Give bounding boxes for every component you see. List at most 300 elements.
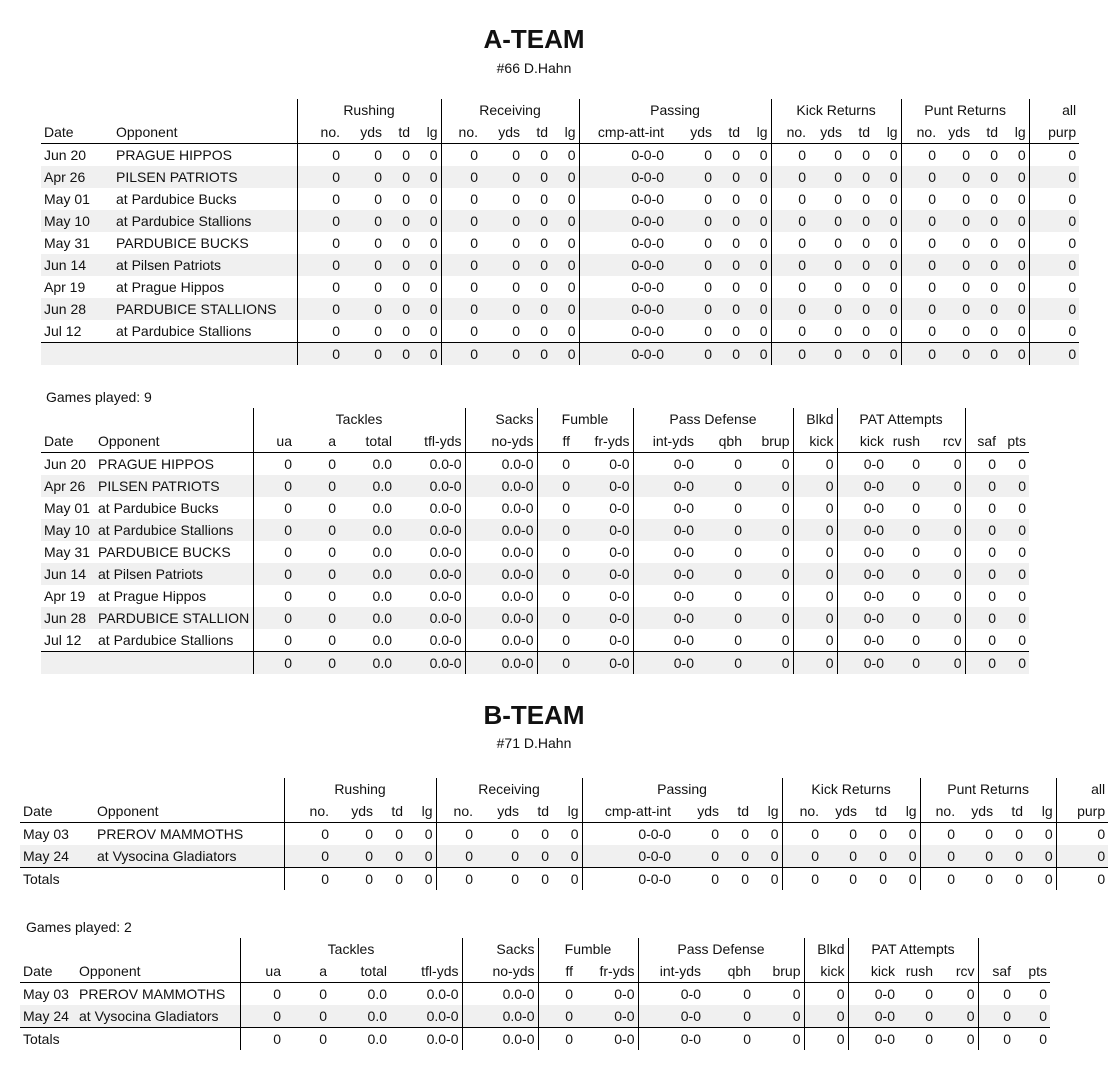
- stat-cell: 0.0-0: [426, 986, 459, 1002]
- column-header: a: [284, 960, 330, 983]
- stat-cell: 0: [253, 607, 295, 629]
- stat-cell: 0: [715, 210, 743, 232]
- stat-cell: 0: [552, 845, 582, 868]
- stat-cell: 0: [441, 144, 481, 167]
- stat-cell: 0: [862, 235, 871, 251]
- stat-cell: 0: [901, 232, 939, 254]
- group-label: Sacks: [465, 408, 537, 430]
- stat-cell: 0: [793, 475, 837, 497]
- stat-cell: 0: [965, 585, 999, 607]
- total-cell: 0: [284, 1028, 330, 1051]
- group-label: Tackles: [253, 408, 465, 430]
- stat-cell: 0: [295, 475, 339, 497]
- column-header: no-yds: [465, 430, 537, 453]
- stat-cell: 0: [771, 232, 809, 254]
- stat-cell: 0-0: [609, 456, 630, 472]
- opponent-cell: PRAGUE HIPPOS: [116, 147, 232, 163]
- stat-cell: 0.0: [372, 500, 392, 516]
- stat-cell: 0: [284, 845, 332, 868]
- group-label: Rushing: [297, 99, 441, 121]
- opponent-cell: PILSEN PATRIOTS: [95, 475, 253, 497]
- total-cell: 0: [752, 868, 782, 891]
- stat-cell: 0-0-0: [579, 210, 667, 232]
- column-header: lg: [551, 121, 579, 144]
- table-row: [41, 276, 1079, 298]
- stat-cell: 0: [328, 544, 336, 560]
- stat-cell: 0: [704, 191, 713, 207]
- column-header: brup: [754, 960, 804, 983]
- group-label: Passing: [579, 99, 771, 121]
- total-cell: 0-0: [638, 1028, 704, 1051]
- table-row: [41, 519, 1029, 541]
- stat-cell: 0-0-0: [579, 232, 667, 254]
- stat-cell: 0: [429, 279, 438, 295]
- stat-cell: 0: [889, 235, 898, 251]
- table-row: [41, 607, 1029, 629]
- stat-cell: 0: [990, 191, 999, 207]
- stat-cell: 0: [741, 826, 750, 842]
- stat-cell: 0-0: [837, 519, 887, 541]
- column-header: ua: [253, 430, 295, 453]
- column-header: td: [860, 800, 890, 823]
- stat-cell: 0.0-0: [390, 1005, 462, 1028]
- stat-cell: 0: [781, 588, 790, 604]
- a-team-games-played: Games played: 9: [46, 389, 152, 405]
- stat-cell: 0: [912, 588, 920, 604]
- stat-cell: 0-0: [638, 983, 704, 1006]
- total-cell: 0: [284, 868, 332, 891]
- date-cell: Jun 28: [41, 298, 113, 320]
- column-header: tfl-yds: [395, 430, 465, 453]
- stat-cell: 0: [512, 191, 520, 207]
- stat-cell: 0: [402, 235, 410, 251]
- column-header: kick: [837, 430, 887, 453]
- group-label: Pass Defense: [638, 938, 804, 960]
- stat-cell: 0: [887, 519, 923, 541]
- column-header: td: [522, 800, 552, 823]
- stat-cell: 0: [734, 632, 742, 648]
- opponent-cell: PRAGUE HIPPOS: [98, 456, 214, 472]
- stat-cell: 0-0: [614, 986, 635, 1002]
- stat-cell: 0: [240, 983, 284, 1006]
- stat-cell: 0: [962, 191, 971, 207]
- stat-cell: 0: [441, 210, 481, 232]
- total-cell: 0: [376, 868, 406, 891]
- total-cell: 0: [240, 1028, 284, 1051]
- stat-cell: 0: [912, 500, 920, 516]
- totals-row: [20, 1028, 1050, 1051]
- total-cell: 0: [890, 868, 920, 891]
- stat-cell: 0: [920, 823, 958, 846]
- stat-cell: 0: [674, 845, 722, 868]
- stat-cell: 0: [1056, 845, 1108, 868]
- stat-cell: 0: [567, 191, 576, 207]
- stat-cell: 0: [667, 166, 715, 188]
- column-header: kick: [804, 960, 848, 983]
- column-header: int-yds: [633, 430, 697, 453]
- column-header: cmp-att-int: [582, 800, 674, 823]
- stat-cell: 0: [887, 475, 923, 497]
- stat-cell: 0: [953, 456, 962, 472]
- stat-cell: 0.0: [372, 632, 392, 648]
- stat-cell: 0: [1029, 210, 1079, 232]
- stat-cell: 0: [771, 298, 809, 320]
- stat-cell: 0: [697, 519, 745, 541]
- stat-cell: 0: [567, 279, 576, 295]
- stat-cell: 0: [284, 823, 332, 846]
- stat-cell: 0: [965, 453, 999, 476]
- column-header: no.: [297, 121, 343, 144]
- total-cell: 0: [822, 868, 860, 891]
- stat-cell: 0-0: [633, 629, 697, 652]
- stat-cell: 0-0-0: [579, 298, 667, 320]
- group-spacer: [965, 408, 999, 430]
- stat-cell: 0: [429, 147, 438, 163]
- stat-cell: 0: [540, 147, 548, 163]
- stat-cell: 0.0: [372, 456, 392, 472]
- column-header: purp: [1056, 800, 1108, 823]
- stat-cell: 0: [297, 276, 343, 298]
- table-row: [41, 629, 1029, 652]
- stat-cell: 0: [567, 147, 576, 163]
- total-cell: 0: [1029, 343, 1079, 366]
- stat-cell: 0: [537, 607, 573, 629]
- stat-cell: 0: [759, 191, 768, 207]
- total-cell: 0: [754, 1028, 804, 1051]
- group-label: Pass Defense: [633, 408, 793, 430]
- stat-cell: 0: [965, 475, 999, 497]
- stat-cell: 0-0: [633, 607, 697, 629]
- b-team-games-played: Games played: 2: [26, 919, 132, 935]
- group-label: Fumble: [538, 938, 638, 960]
- stat-cell: 0-0: [609, 544, 630, 560]
- stat-cell: 0: [1018, 500, 1027, 516]
- stat-cell: 0: [978, 983, 1014, 1006]
- stat-cell: 0-0: [848, 1005, 898, 1028]
- stat-cell: 0: [540, 323, 548, 339]
- stat-cell: 0: [537, 453, 573, 476]
- stat-cell: 0: [990, 323, 999, 339]
- stat-cell: 0: [965, 519, 999, 541]
- group-label: Tackles: [240, 938, 462, 960]
- stat-cell: 0: [343, 210, 385, 232]
- stat-cell: 0: [732, 279, 741, 295]
- stat-cell: 0: [845, 254, 873, 276]
- stat-cell: 0: [923, 607, 965, 629]
- column-header: td: [973, 121, 1001, 144]
- column-header: yds: [809, 121, 845, 144]
- stat-cell: 0.0: [339, 519, 395, 541]
- stat-cell: 0.0-0: [462, 1005, 538, 1028]
- stat-cell: 0.0-0: [465, 475, 537, 497]
- stat-cell: 0-0: [837, 585, 887, 607]
- stat-cell: 0: [1001, 254, 1029, 276]
- opponent-cell: at Pardubice Stallions: [98, 632, 234, 648]
- stat-cell: 0.0-0: [429, 588, 462, 604]
- column-header: td: [523, 121, 551, 144]
- b-team-offense-table: [20, 778, 1108, 890]
- total-cell: [76, 1028, 240, 1051]
- group-label: Receiving: [441, 99, 579, 121]
- stat-cell: 0-0: [633, 497, 697, 519]
- group-label: Kick Returns: [782, 778, 920, 800]
- group-label: Fumble: [537, 408, 633, 430]
- stat-cell: 0: [402, 191, 410, 207]
- total-cell: 0: [538, 1028, 576, 1051]
- total-cell: 0: [901, 343, 939, 366]
- stat-cell: 0-0-0: [582, 845, 674, 868]
- total-cell: 0: [939, 343, 973, 366]
- stat-cell: 0: [1001, 298, 1029, 320]
- group-header-row: [20, 778, 1108, 800]
- b-team-player: #71 D.Hahn: [496, 735, 572, 751]
- stat-cell: 0: [793, 541, 837, 563]
- stat-cell: 0: [781, 456, 790, 472]
- stat-cell: 0.0-0: [429, 544, 462, 560]
- stat-cell: 0: [845, 298, 873, 320]
- total-cell: 0: [793, 652, 837, 675]
- stat-cell: 0: [770, 826, 779, 842]
- stat-cell: 0: [413, 166, 441, 188]
- stat-cell: 0: [901, 210, 939, 232]
- stat-cell: 0: [862, 147, 871, 163]
- column-header-row: [20, 960, 1050, 983]
- stat-cell: 0: [253, 585, 295, 607]
- stat-cell: 0: [901, 188, 939, 210]
- stat-cell: 0: [754, 1005, 804, 1028]
- total-cell: 0: [745, 652, 793, 675]
- column-header: no.: [771, 121, 809, 144]
- stat-cell: 0: [253, 563, 295, 585]
- stat-cell: 0: [793, 519, 837, 541]
- stat-cell: 0: [253, 497, 295, 519]
- total-cell: 0: [1001, 343, 1029, 366]
- stat-cell: 0: [365, 826, 373, 842]
- table-row: [41, 497, 1029, 519]
- stat-cell: 0: [953, 588, 962, 604]
- stat-cell: 0: [771, 188, 809, 210]
- column-header: rush: [898, 960, 936, 983]
- date-cell: Apr 19: [44, 588, 86, 604]
- stat-cell: 0: [295, 519, 339, 541]
- stat-cell: 0: [999, 475, 1029, 497]
- stat-cell: 0: [667, 298, 715, 320]
- stat-cell: 0: [1029, 254, 1079, 276]
- stat-cell: 0: [476, 845, 522, 868]
- table-row: [41, 585, 1029, 607]
- stat-cell: 0: [284, 1005, 330, 1028]
- stat-cell: 0: [793, 497, 837, 519]
- stat-cell: 0: [441, 276, 481, 298]
- column-header: lg: [752, 800, 782, 823]
- stat-cell: 0: [481, 298, 523, 320]
- total-cell: 0.0-0: [465, 652, 537, 675]
- group-spacer: [20, 938, 76, 960]
- stat-cell: 0: [743, 298, 771, 320]
- total-cell: 0: [936, 1028, 978, 1051]
- stat-cell: 0-0: [633, 475, 697, 497]
- stat-cell: 0: [1029, 166, 1079, 188]
- opponent-cell: at Prague Hippos: [116, 279, 225, 295]
- stat-cell: 0: [745, 607, 793, 629]
- stat-cell: 0: [413, 210, 441, 232]
- stat-cell: 0: [429, 191, 438, 207]
- stat-cell: 0: [413, 298, 441, 320]
- stat-cell: 0: [715, 166, 743, 188]
- column-header: yds: [958, 800, 996, 823]
- total-cell: 0: [297, 343, 343, 366]
- stat-cell: 0: [985, 826, 994, 842]
- stat-cell: 0: [1014, 1005, 1050, 1028]
- stat-cell: 0.0: [339, 563, 395, 585]
- stat-cell: 0: [771, 320, 809, 343]
- total-cell: 0-0: [848, 1028, 898, 1051]
- stat-cell: 0: [570, 826, 579, 842]
- column-header: yds: [481, 121, 523, 144]
- group-spacer: [41, 408, 95, 430]
- stat-cell: 0.0-0: [465, 563, 537, 585]
- stat-cell: 0-0: [848, 983, 898, 1006]
- column-header: td: [376, 800, 406, 823]
- stat-cell: 0: [253, 453, 295, 476]
- column-header: lg: [743, 121, 771, 144]
- column-header: yds: [476, 800, 522, 823]
- date-cell: Apr 19: [44, 279, 86, 295]
- group-label: Receiving: [436, 778, 582, 800]
- table-row: [41, 298, 1079, 320]
- stat-cell: 0-0-0: [579, 254, 667, 276]
- column-header: lg: [890, 800, 920, 823]
- stat-cell: 0: [973, 166, 1001, 188]
- stat-cell: 0: [523, 254, 551, 276]
- stat-cell: 0: [962, 235, 971, 251]
- stat-cell: 0: [793, 453, 837, 476]
- stat-cell: 0: [965, 607, 999, 629]
- total-cell: 0: [295, 652, 339, 675]
- stat-cell: 0: [711, 826, 720, 842]
- stat-cell: 0: [834, 191, 843, 207]
- opponent-cell: at Pardubice Stallions: [116, 323, 252, 339]
- stat-cell: 0: [887, 607, 923, 629]
- stat-cell: 0: [328, 588, 336, 604]
- total-cell: 0-0: [633, 652, 697, 675]
- stat-cell: 0: [424, 826, 433, 842]
- stat-cell: 0: [752, 845, 782, 868]
- stat-cell: 0: [319, 986, 327, 1002]
- stat-cell: 0: [743, 986, 751, 1002]
- stat-cell: 0: [297, 232, 343, 254]
- stat-cell: 0-0: [638, 1005, 704, 1028]
- stat-cell: 0: [990, 235, 999, 251]
- date-cell: Jul 12: [44, 323, 82, 339]
- stat-cell: 0-0: [609, 588, 630, 604]
- a-team-defense-table: [41, 408, 1029, 674]
- stat-cell: 0: [1018, 456, 1027, 472]
- column-header: rcv: [923, 430, 965, 453]
- group-label: Punt Returns: [901, 99, 1029, 121]
- date-cell: May 24: [20, 1005, 76, 1028]
- stat-cell: 0: [567, 235, 576, 251]
- column-header: no.: [920, 800, 958, 823]
- stat-cell: 0: [406, 845, 436, 868]
- stat-cell: 0: [538, 983, 576, 1006]
- date-cell: May 01: [44, 191, 90, 207]
- column-header: brup: [745, 430, 793, 453]
- total-cell: 0: [332, 868, 376, 891]
- group-label: PAT Attempts: [837, 408, 965, 430]
- stat-cell: 0: [385, 298, 413, 320]
- column-header: td: [722, 800, 752, 823]
- column-header: Opponent: [95, 430, 253, 453]
- total-cell: 0: [522, 868, 552, 891]
- stat-cell: 0: [1029, 188, 1079, 210]
- stat-cell: 0: [413, 254, 441, 276]
- stat-cell: 0: [240, 1005, 284, 1028]
- total-cell: 0: [481, 343, 523, 366]
- stat-cell: 0: [402, 147, 410, 163]
- stat-cell: 0: [512, 323, 520, 339]
- stat-cell: 0-0-0: [579, 166, 667, 188]
- stat-cell: 0: [253, 475, 295, 497]
- stat-cell: 0: [512, 235, 520, 251]
- stat-cell: 0-0: [609, 632, 630, 648]
- date-cell: Jun 14: [41, 254, 113, 276]
- stat-cell: 0: [901, 144, 939, 167]
- stat-cell: 0: [697, 607, 745, 629]
- stat-cell: 0: [1017, 235, 1026, 251]
- stat-cell: 0: [1029, 232, 1079, 254]
- stat-cell: 0: [395, 826, 403, 842]
- stat-cell: 0: [441, 298, 481, 320]
- date-cell: Apr 26: [41, 166, 113, 188]
- column-header: no.: [436, 800, 476, 823]
- opponent-cell: PREROV MAMMOTHS: [79, 986, 226, 1002]
- column-header: kick: [793, 430, 837, 453]
- stat-cell: 0: [253, 541, 295, 563]
- total-cell: 0-0-0: [579, 343, 667, 366]
- stat-cell: 0: [745, 519, 793, 541]
- stat-cell: 0: [845, 210, 873, 232]
- stat-cell: 0: [999, 607, 1029, 629]
- group-label: PAT Attempts: [848, 938, 978, 960]
- group-label: Kick Returns: [771, 99, 901, 121]
- column-header: no-yds: [462, 960, 538, 983]
- table-row: [41, 475, 1029, 497]
- stat-cell: 0: [743, 166, 771, 188]
- stat-cell: 0: [722, 845, 752, 868]
- group-spacer: [113, 99, 297, 121]
- group-label: Blkd: [793, 408, 837, 430]
- total-cell: 0.0-0: [462, 1028, 538, 1051]
- group-label: all: [1029, 99, 1079, 121]
- total-cell: 0: [667, 343, 715, 366]
- column-header: td: [715, 121, 743, 144]
- total-cell: 0: [923, 652, 965, 675]
- stat-cell: 0: [537, 629, 573, 652]
- stat-cell: 0: [512, 279, 520, 295]
- table-row: [41, 144, 1079, 167]
- total-cell: 0: [845, 343, 873, 366]
- stat-cell: 0: [860, 845, 890, 868]
- table-row: [41, 188, 1079, 210]
- stat-cell: 0: [901, 320, 939, 343]
- column-header: int-yds: [638, 960, 704, 983]
- table-row: [41, 166, 1079, 188]
- total-cell: 0.0: [339, 652, 395, 675]
- stat-cell: 0: [297, 298, 343, 320]
- stat-cell: 0-0: [837, 497, 887, 519]
- column-header: lg: [1026, 800, 1056, 823]
